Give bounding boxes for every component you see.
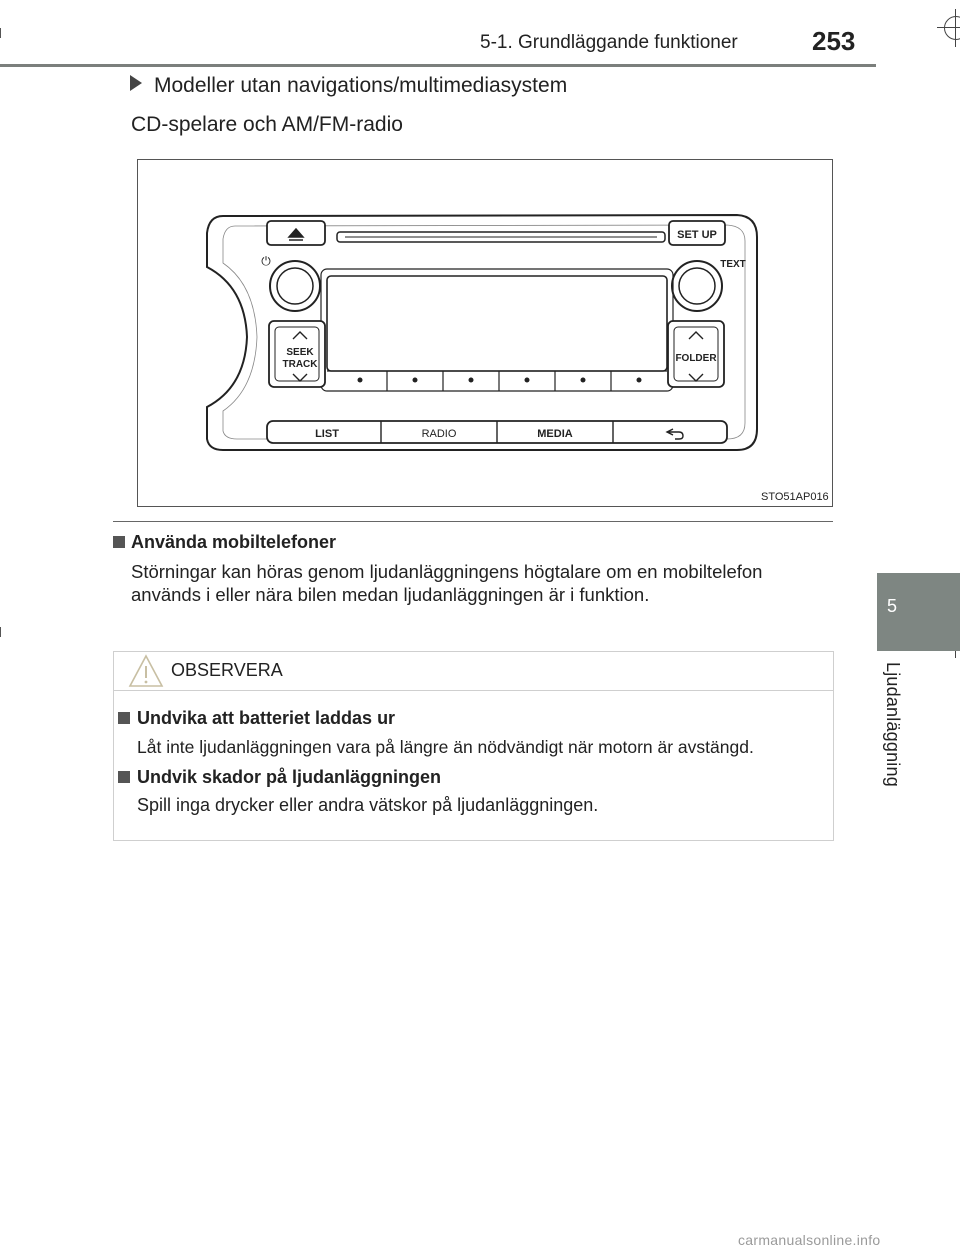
warning-item-body: Spill inga drycker eller andra vätskor på ljudanläggningen. (137, 795, 599, 815)
subtitle: CD-spelare och AM/FM-radio (131, 113, 403, 136)
media-label: MEDIA (537, 428, 573, 440)
note-heading (113, 532, 336, 553)
text-label: TEXT (720, 259, 746, 270)
warning-item-heading (118, 767, 441, 788)
power-icon: ⏻ (261, 254, 271, 268)
warning-title: OBSERVERA (171, 660, 283, 680)
display-screen (327, 276, 667, 371)
page-number: 253 (812, 26, 856, 56)
chapter-number: 5 (886, 596, 897, 616)
note-body: Störningar kan höras genom ljudanläggningens högtalare om en mobiltelefon används i eller nära bilen medan ljudanläggningen är i funktion. (131, 561, 763, 605)
chapter-label: Ljudanläggning (883, 662, 903, 787)
folder-label: FOLDER (675, 353, 717, 364)
section-title: 5-1. Grundläggande funktioner (480, 32, 738, 53)
warning-header-divider (113, 690, 834, 691)
warning-item-body: Låt inte ljudanläggningen vara på längre än nödvändigt när motorn är avstängd. (137, 737, 754, 757)
watermark: carmanualsonline.info (738, 1232, 881, 1248)
radio-label: RADIO (421, 428, 457, 440)
seek-label: SEEK (286, 347, 314, 358)
square-bullet-icon (118, 771, 130, 783)
model-line (130, 74, 567, 98)
figure-code: STO51AP016 (761, 491, 829, 503)
triangle-bullet-icon (130, 75, 142, 91)
warning-item-heading-text: Undvika att batteriet laddas ur (137, 708, 396, 728)
model-line-text: Modeller utan navigations/multimediasystem (154, 74, 568, 97)
list-label: LIST (315, 428, 339, 440)
warning-item-heading-text: Undvik skador på ljudanläggningen (137, 767, 442, 787)
square-bullet-icon (118, 712, 130, 724)
square-bullet-icon (113, 536, 125, 548)
header-rule (0, 64, 876, 67)
audio-unit-illustration (137, 159, 833, 507)
setup-label: SET UP (677, 229, 717, 241)
registration-mark (944, 16, 960, 40)
crop-mark (0, 28, 1, 38)
warning-triangle-icon (128, 654, 164, 688)
note-heading-text: Använda mobiltelefoner (131, 532, 337, 552)
crop-mark (0, 627, 1, 637)
section-divider (113, 521, 833, 522)
track-label: TRACK (282, 359, 318, 370)
warning-item-heading (118, 708, 395, 729)
